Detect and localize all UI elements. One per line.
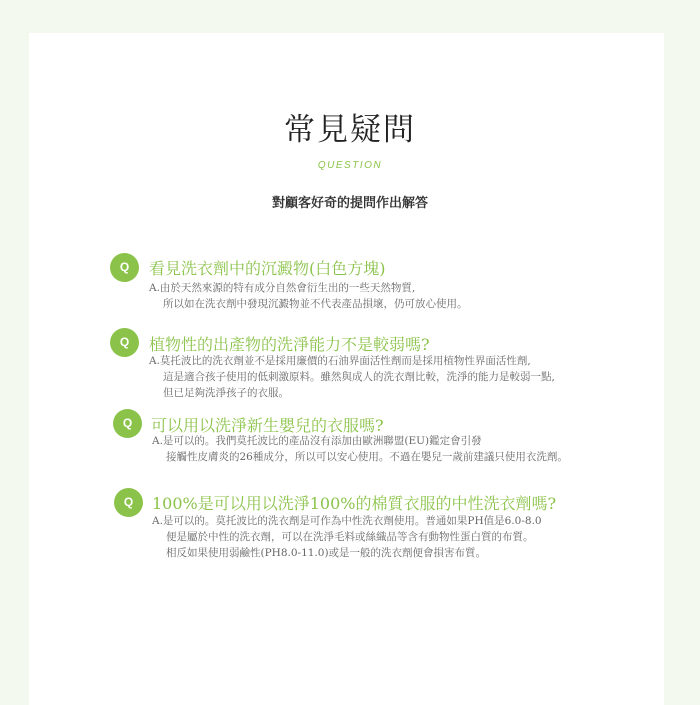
faq-answer: [152, 433, 568, 465]
faq-answer: [149, 353, 555, 401]
faq-answer: [152, 513, 542, 561]
q-badge-icon: Q: [113, 409, 142, 438]
answer-line: 接觸性皮膚炎的26種成分，所以可以安心使用。不過在嬰兒一歲前建議只使用衣洗劑。: [166, 451, 568, 463]
answer-line: A.是可以的。莫托波比的洗衣劑是可作為中性洗衣劑使用。普通如果PH值是6.0-8.0: [152, 515, 542, 527]
page-subtitle: QUESTION: [317, 160, 383, 171]
faq-question: 100%是可以用以洗淨100%的棉質衣服的中性洗衣劑嗎?: [152, 494, 557, 513]
answer-line: 但已足夠洗淨孩子的衣服。: [163, 387, 289, 399]
answer-line: 便是屬於中性的洗衣劑，可以在洗淨毛料或絲織品等含有動物性蛋白質的布質。: [166, 531, 534, 543]
page-title: 常見疑問: [284, 112, 416, 148]
answer-line: A.是可以的。我們莫托波比的產品沒有添加由歐洲聯盟(EU)鑑定會引發: [152, 435, 482, 447]
answer-line: A.莫托波比的洗衣劑並不是採用廉價的石油界面活性劑而是採用植物性界面活性劑,: [149, 355, 531, 367]
faq-question: 可以用以洗淨新生嬰兒的衣服嗎?: [151, 416, 384, 435]
answer-line: 所以如在洗衣劑中發現沉澱物並不代表產品損壞，仍可放心使用。: [163, 298, 468, 310]
page-intro: 對顧客好奇的提問作出解答: [271, 196, 428, 211]
q-badge-icon: Q: [110, 328, 139, 357]
q-badge-icon: Q: [110, 253, 139, 282]
faq-question: 植物性的出產物的洗淨能力不是較弱嗎?: [149, 335, 430, 354]
q-badge-icon: Q: [114, 488, 143, 517]
answer-line: A.由於天然來源的特有成分自然會衍生出的一些天然物質,: [149, 282, 416, 294]
answer-line: 這是適合孩子使用的低刺激原料。雖然與成人的洗衣劑比較，洗淨的能力是較弱一點,: [163, 371, 555, 383]
faq-answer: [149, 280, 468, 312]
faq-question: 看見洗衣劑中的沉澱物(白色方塊): [149, 259, 386, 278]
answer-line: 相反如果使用弱鹼性(PH8.0-11.0)或是一般的洗衣劑便會損害布質。: [166, 547, 487, 559]
